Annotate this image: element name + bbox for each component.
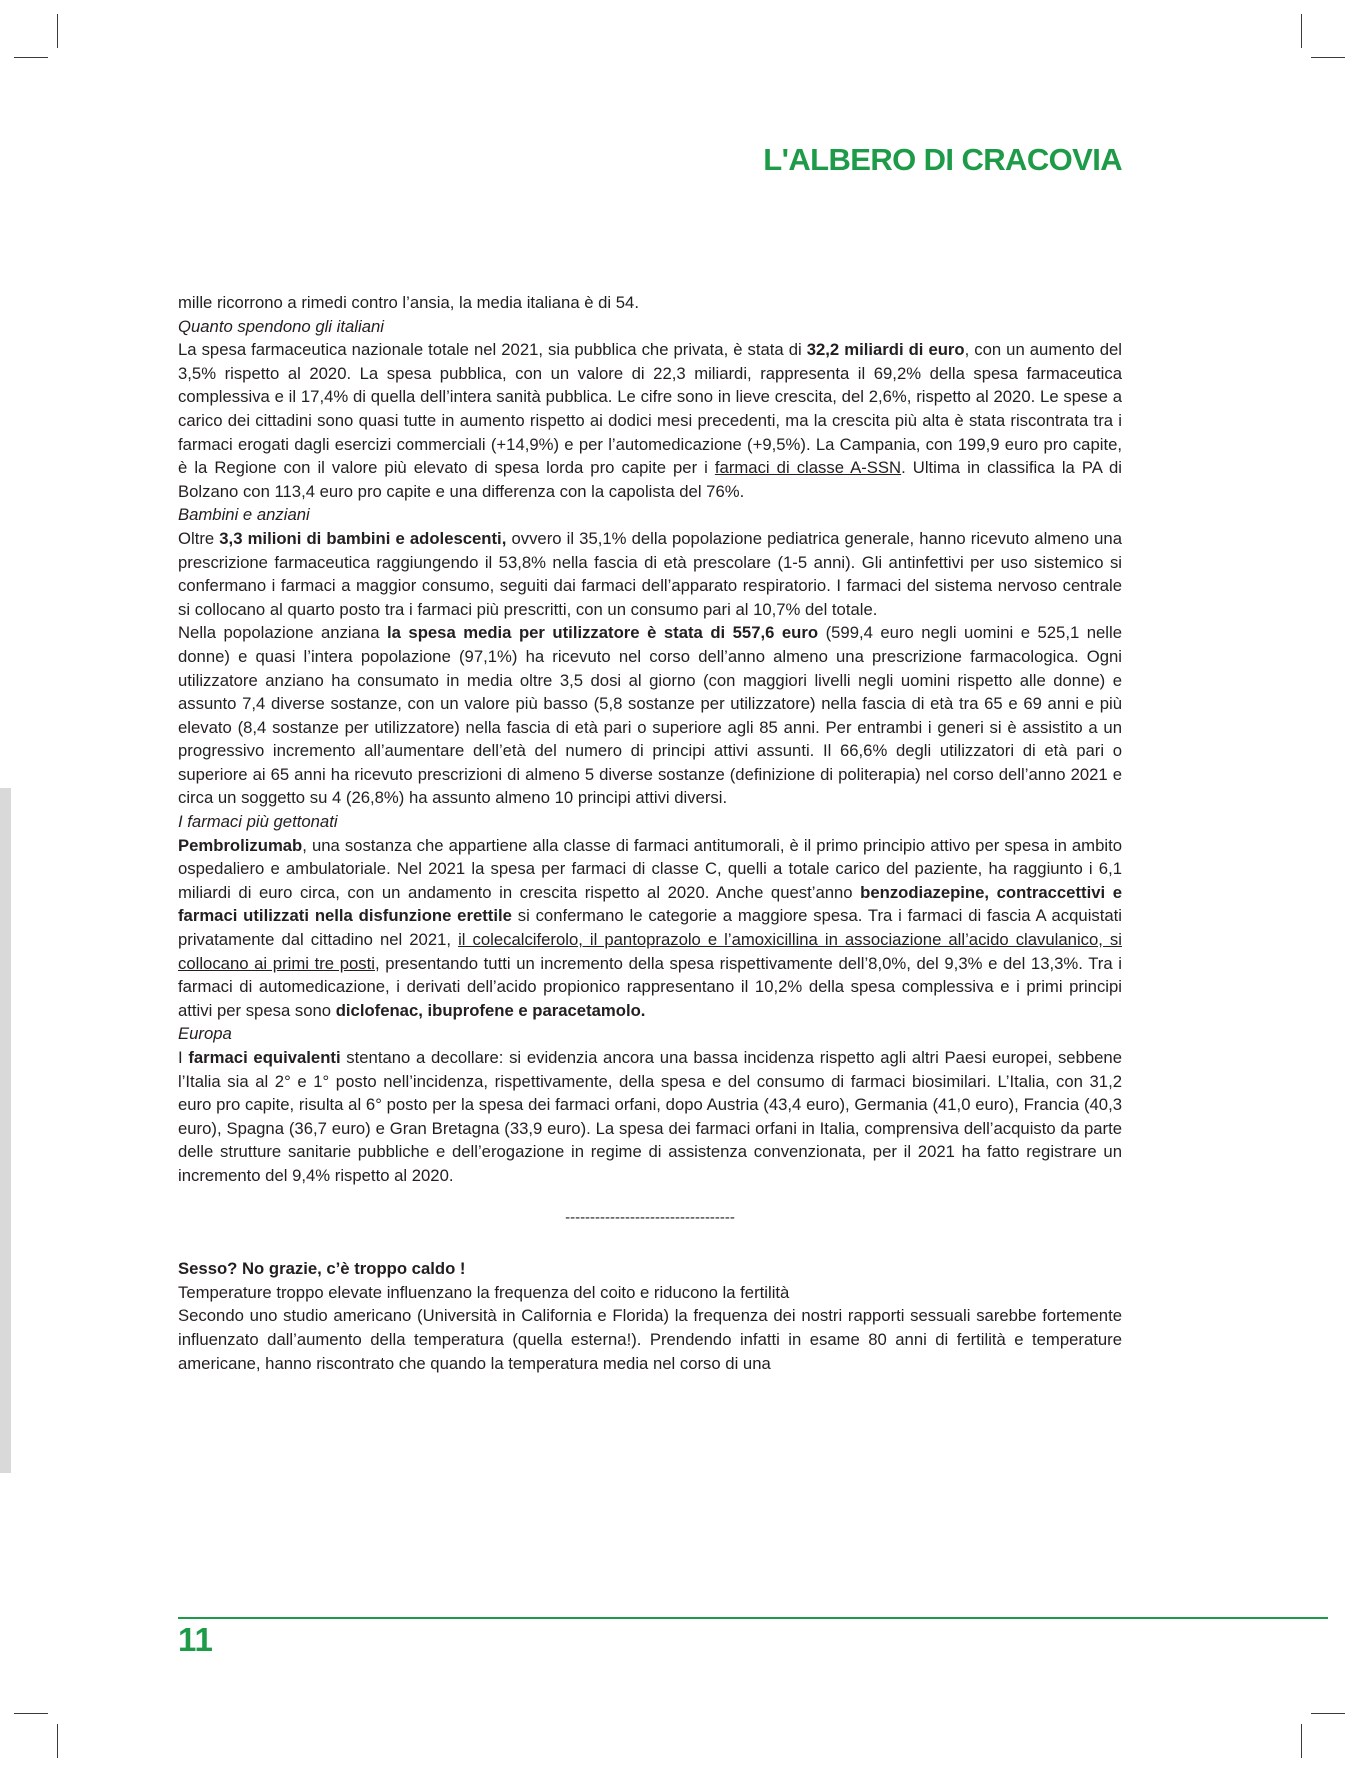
subheading-europe: Europa: [178, 1024, 232, 1044]
highlight-active-ingredients: diclofenac, ibuprofene e paracetamolo.: [335, 1000, 646, 1020]
highlight-children: 3,3 milioni di bambini e adolescenti,: [219, 528, 507, 548]
crop-mark-bottom-right-h: [1311, 1713, 1345, 1714]
crop-mark-top-right-h: [1311, 57, 1345, 58]
paragraph-children: Oltre 3,3 milioni di bambini e adolescenti, ovvero il 35,1% della popolazione pediatrica generale, hanno ricevuto almeno una prescrizione farmaceutica raggiungendo il 53,8% nella fascia di età prescolare (1-5 anni). Gli antinfettivi per uso sistemico si confermano i farmaci a maggior consumo, seguiti dai farmaci dell’apparato respiratorio. I farmaci del sistema nervoso centrale si collocano al quarto posto tra i farmaci più prescritti, con un consumo pari al 10,7% del totale.: [178, 528, 1122, 619]
news-title: Sesso? No grazie, c’è troppo caldo !: [178, 1259, 466, 1279]
news-subtitle: Temperature troppo elevate influenzano la frequenza del coito e riducono la fertilità: [178, 1282, 790, 1302]
footer-rule: [178, 1617, 1328, 1619]
crop-mark-bottom-left-v: [57, 1724, 58, 1758]
highlight-elderly-spending: la spesa media per utilizzatore è stata di 557,6 euro: [387, 623, 819, 643]
subheading-spending: Quanto spendono gli italiani: [178, 316, 384, 336]
highlight-categories: benzodiazepine, contraccettivi e farmaci utilizzati nella disfunzione erettile: [178, 882, 1122, 926]
page-number: 11: [178, 1621, 213, 1658]
subheading-drugs: I farmaci più gettonati: [178, 812, 338, 832]
article-body: [178, 291, 1122, 1375]
crop-mark-top-left-v: [57, 14, 58, 48]
crop-mark-bottom-right-v: [1301, 1724, 1302, 1758]
section-separator: ----------------------------------: [565, 1208, 735, 1226]
paragraph-europe: I farmaci equivalenti stentano a decollare: si evidenzia ancora una bassa incidenza rispetto agli altri Paesi europei, sebbene l’Italia sia al 2° e 1° posto nell’incidenza, rispettivamente, della spesa e del consumo di farmaci biosimilari. L’Italia, con 31,2 euro pro capite, risulta al 6° posto per la spesa dei farmaci orfani, dopo Austria (43,4 euro), Germania (41,0 euro), Francia (40,3 euro), Spagna (36,7 euro) e Gran Bretagna (33,9 euro). La spesa dei farmaci orfani in Italia, comprensiva dell’acquisto da parte delle strutture sanitarie pubbliche e dell’erogazione in regime di assistenza convenzionata, per il 2021 ha fatto registrare un incremento del 9,4% rispetto al 2020.: [178, 1048, 1122, 1185]
paragraph-elderly: Nella popolazione anziana la spesa media per utilizzatore è stata di 557,6 euro (599,4 euro negli uomini e 525,1 nelle donne) e quasi l’intera popolazione (97,1%) ha ricevuto nel corso dell’anno almeno una prescrizione farmacologica. Ogni utilizzatore anziano ha consumato in media oltre 3,5 dosi al giorno (con maggiori livelli negli uomini rispetto alle donne) e assunto 7,4 diverse sostanze, con un valore più basso (5,8 sostanze per utilizzatore) nella fascia di età tra 65 e 69 anni e più elevato (8,4 sostanze per utilizzatore) nella fascia di età pari o superiore agli 85 anni. Per entrambi i generi si è assistito a un progressivo incremento all’aumentare dell’età del numero di principi attivi assunti. Il 66,6% degli utilizzatori di età pari o superiore ai 65 anni ha ricevuto prescrizioni di almeno 5 diverse sostanze (definizione di politerapia) nel corso dell’anno 2021 e circa un soggetto su 4 (26,8%) ha assunto almeno 10 principi attivi diversi.: [178, 623, 1122, 808]
paragraph-drugs: Pembrolizumab, una sostanza che appartiene alla classe di farmaci antitumorali, è il primo principio attivo per spesa in ambito ospedaliero e ambulatoriale. Nel 2021 la spesa per farmaci di classe C, quelli a totale carico del paziente, ha raggiunto i 6,1 miliardi di euro circa, con un andamento in crescita rispetto al 2020. Anche quest’anno benzodiazepine, contraccettivi e farmaci utilizzati nella disfunzione erettile si confermano le categorie a maggiore spesa. Tra i farmaci di fascia A acquistati privatamente dal cittadino nel 2021, il colecalciferolo, il pantoprazolo e l’amoxicillina in associazione all’acido clavulanico, si collocano ai primi tre posti, presentando tutti un incremento della spesa rispettivamente dell’8,0%, del 9,3% e del 13,3%. Tra i farmaci di automedicazione, i derivati dell’acido propionico rappresentano il 10,2% della spesa complessiva e i primi principi attivi per spesa sono diclofenac, ibuprofene e paracetamolo.: [178, 835, 1122, 1020]
news-body: Secondo uno studio americano (Università in California e Florida) la frequenza dei nostri rapporti sessuali sarebbe fortemente influenzato dall’aumento della temperatura (quella esterna!). Prendendo infatti in esame 80 anni di fertilità e temperature americane, hanno riscontrato che quando la temperatura media nel corso di una: [178, 1306, 1122, 1373]
header-title: L'ALBERO DI CRACOVIA: [763, 142, 1122, 177]
intro-paragraph: mille ricorrono a rimedi contro l’ansia, la media italiana è di 54.: [178, 293, 639, 312]
underlined-class-a-ssn: farmaci di classe A-SSN: [714, 458, 902, 478]
highlight-pembrolizumab: Pembrolizumab: [178, 835, 303, 855]
highlight-total-spending: 32,2 miliardi di euro: [806, 340, 965, 360]
side-decoration-bar: [0, 788, 11, 1473]
crop-mark-top-left-h: [14, 57, 48, 58]
subheading-children: Bambini e anziani: [178, 505, 310, 525]
highlight-equivalent-drugs: farmaci equivalenti: [188, 1048, 341, 1067]
paragraph-spending: La spesa farmaceutica nazionale totale nel 2021, sia pubblica che privata, è stata di 32,2 miliardi di euro, con un aumento del 3,5% rispetto al 2020. La spesa pubblica, con un valore di 22,3 miliardi, rappresenta il 69,2% della spesa farmaceutica complessiva e il 17,4% di quella dell’intera sanità pubblica. Le cifre sono in lieve crescita, del 2,6%, rispetto al 2020. Le spese a carico dei cittadini sono quasi tutte in aumento rispetto ai dodici mesi precedenti, ma la crescita più alta è stata riscontrata tra i farmaci erogati dagli esercizi commerciali (+14,9%) e per l’automedicazione (+9,5%). La Campania, con 199,9 euro pro capite, è la Regione con il valore più elevato di spesa lorda pro capite per i farmaci di classe A-SSN. Ultima in classifica la PA di Bolzano con 113,4 euro pro capite e una differenza con la capolista del 76%.: [178, 340, 1123, 501]
crop-mark-bottom-left-h: [14, 1713, 48, 1714]
crop-mark-top-right-v: [1301, 14, 1302, 48]
underlined-top-drugs: il colecalciferolo, il pantoprazolo e l’amoxicillina in associazione all’acido clavulanico, si collocano ai primi tre posti: [178, 930, 1122, 973]
